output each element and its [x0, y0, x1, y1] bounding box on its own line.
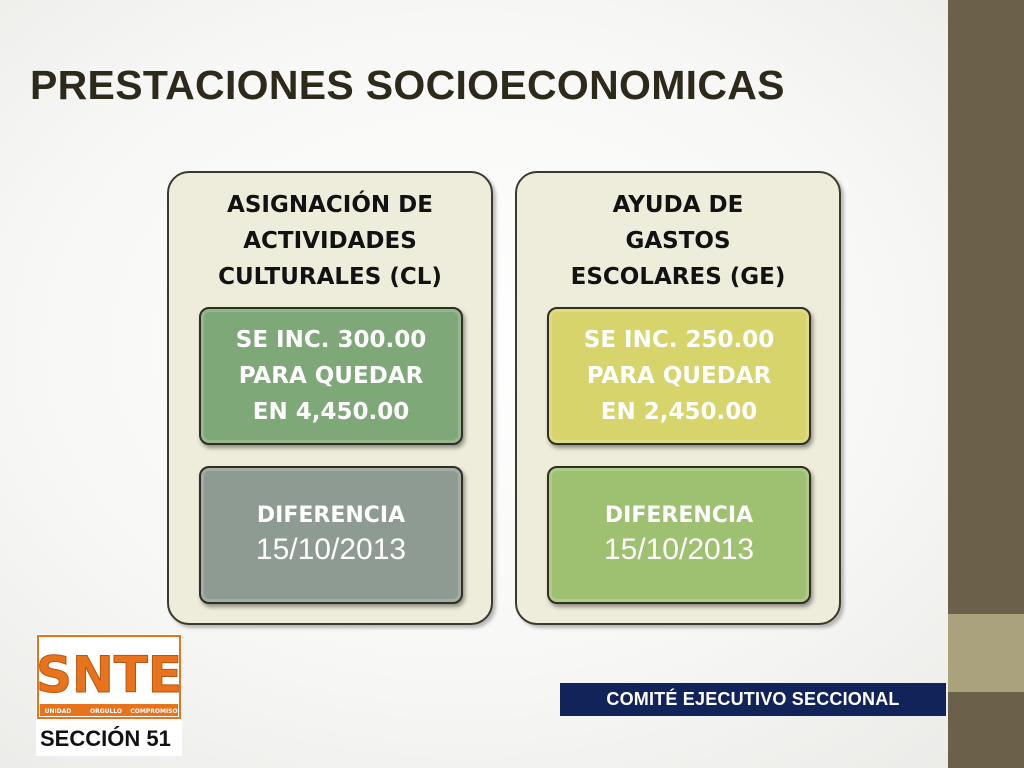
increase-box	[199, 307, 463, 445]
difference-label: DIFERENCIA	[604, 503, 754, 528]
section-label: SECCIÓN 51	[40, 726, 171, 751]
increase-line: EN 4,450.00	[252, 399, 410, 425]
panel-heading-line: ACTIVIDADES	[243, 228, 417, 254]
difference-date: 15/10/2013	[603, 533, 755, 566]
panel-heading	[169, 187, 491, 295]
logo-tagline-word: ORGULLO	[89, 708, 123, 715]
difference-label: DIFERENCIA	[256, 503, 406, 528]
panel-school-expenses	[515, 171, 841, 625]
panel-heading-line: AYUDA DE	[612, 192, 744, 218]
panel-heading-line: CULTURALES (CL)	[218, 264, 442, 290]
logo-tagline-word: UNIDAD	[44, 708, 72, 715]
panel-cultural-activities	[167, 171, 493, 625]
increase-line: PARA QUEDAR	[586, 363, 772, 389]
increase-box	[547, 307, 811, 445]
snte-logo	[36, 634, 182, 756]
increase-line: SE INC. 250.00	[583, 327, 775, 353]
increase-line: SE INC. 300.00	[235, 327, 427, 353]
logo-tagline-word: COMPROMISO	[130, 708, 178, 715]
snte-logo-mark	[36, 634, 182, 724]
panel-heading-line: ESCOLARES (GE)	[570, 264, 786, 290]
difference-box	[547, 466, 811, 604]
logo-wordmark: SNTE	[36, 646, 182, 704]
panel-heading-line: GASTOS	[625, 228, 731, 254]
increase-line: PARA QUEDAR	[238, 363, 424, 389]
panel-heading	[517, 187, 839, 295]
difference-date: 15/10/2013	[255, 533, 407, 566]
difference-box	[199, 466, 463, 604]
panel-heading-line: ASIGNACIÓN DE	[227, 192, 433, 218]
footer-banner: COMITÉ EJECUTIVO SECCIONAL	[560, 683, 946, 716]
slide-title: PRESTACIONES SOCIOECONOMICAS	[30, 62, 785, 108]
increase-line: EN 2,450.00	[600, 399, 758, 425]
side-accent-block	[948, 614, 1024, 692]
